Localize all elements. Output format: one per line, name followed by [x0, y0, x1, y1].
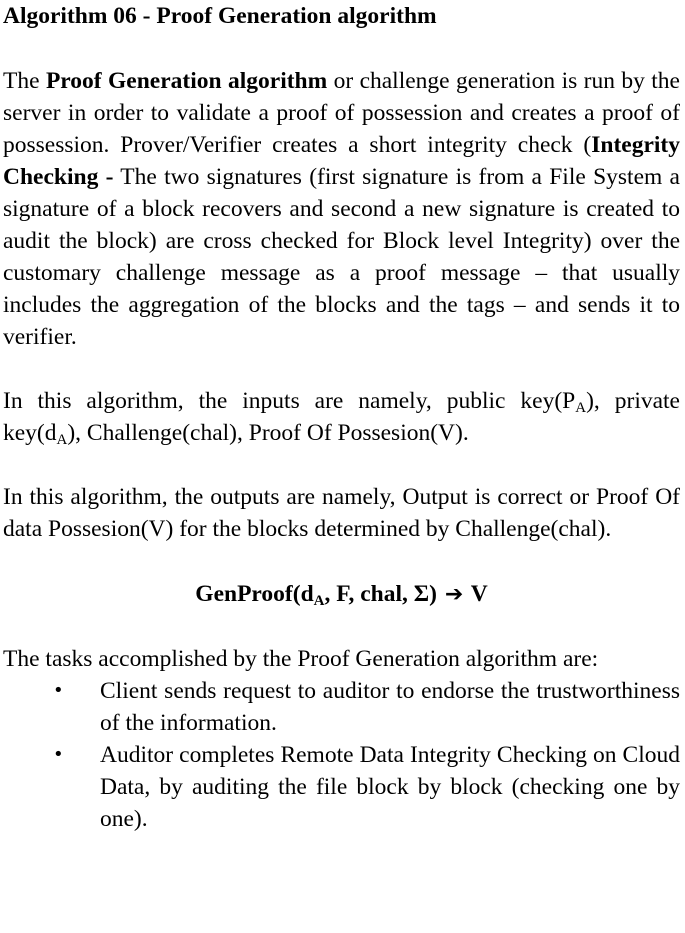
- formula-subscript: A: [313, 593, 325, 609]
- list-item: [3, 675, 680, 739]
- text-run: The: [3, 68, 46, 94]
- text-run: The two signatures (first signature is from a File System a signature of a block recovers and second a new signature is created to audit the block) are cross checked for Block level Integrity) over the customary challenge message as a proof message – that usually includes the aggregation of the blocks and the tags – and sends it to verifier.: [3, 164, 680, 350]
- list-item-text: Client sends request to auditor to endorse the trustworthiness of the information.: [100, 678, 680, 736]
- task-list: [3, 675, 680, 835]
- list-item: [3, 739, 680, 835]
- section-heading: Algorithm 06 - Proof Generation algorithm: [3, 3, 437, 29]
- right-arrow-icon: ➔: [444, 582, 464, 607]
- bold-term-integrity-checking: Integrity Checking -: [3, 132, 680, 190]
- formula-text: , F, chal, Σ): [324, 581, 437, 607]
- document-page: [3, 0, 680, 835]
- text-run: or challenge generation is run by the server in order to validate a proof of possession and creates a proof of possession. Prover/Verifier creates a short integrity check (: [3, 68, 680, 158]
- subscript: A: [56, 432, 68, 448]
- bullet-icon: •: [53, 680, 64, 701]
- text-run: In this algorithm, the inputs are namely, public key(P: [3, 388, 576, 414]
- text-run: ), private key(d: [3, 388, 680, 446]
- list-item-text: Auditor completes Remote Data Integrity Checking on Cloud Data, by auditing the file block by block (checking one by one).: [100, 742, 680, 832]
- description-paragraph: [3, 65, 680, 353]
- bullet-icon: •: [53, 744, 64, 765]
- bold-term-proof-generation: Proof Generation algorithm: [45, 68, 328, 94]
- text-run: ), Challenge(chal), Proof Of Possesion(V).: [67, 420, 469, 446]
- inputs-paragraph: [3, 385, 680, 449]
- genproof-formula: [3, 578, 680, 611]
- tasks-intro: The tasks accomplished by the Proof Generation algorithm are:: [3, 646, 599, 672]
- subscript: A: [575, 400, 587, 416]
- formula-text: GenProof(d: [195, 581, 314, 607]
- formula-text: V: [470, 581, 488, 607]
- outputs-paragraph: In this algorithm, the outputs are namely, Output is correct or Proof Of data Possesion(V) for the blocks determined by Challenge(chal).: [3, 484, 680, 542]
